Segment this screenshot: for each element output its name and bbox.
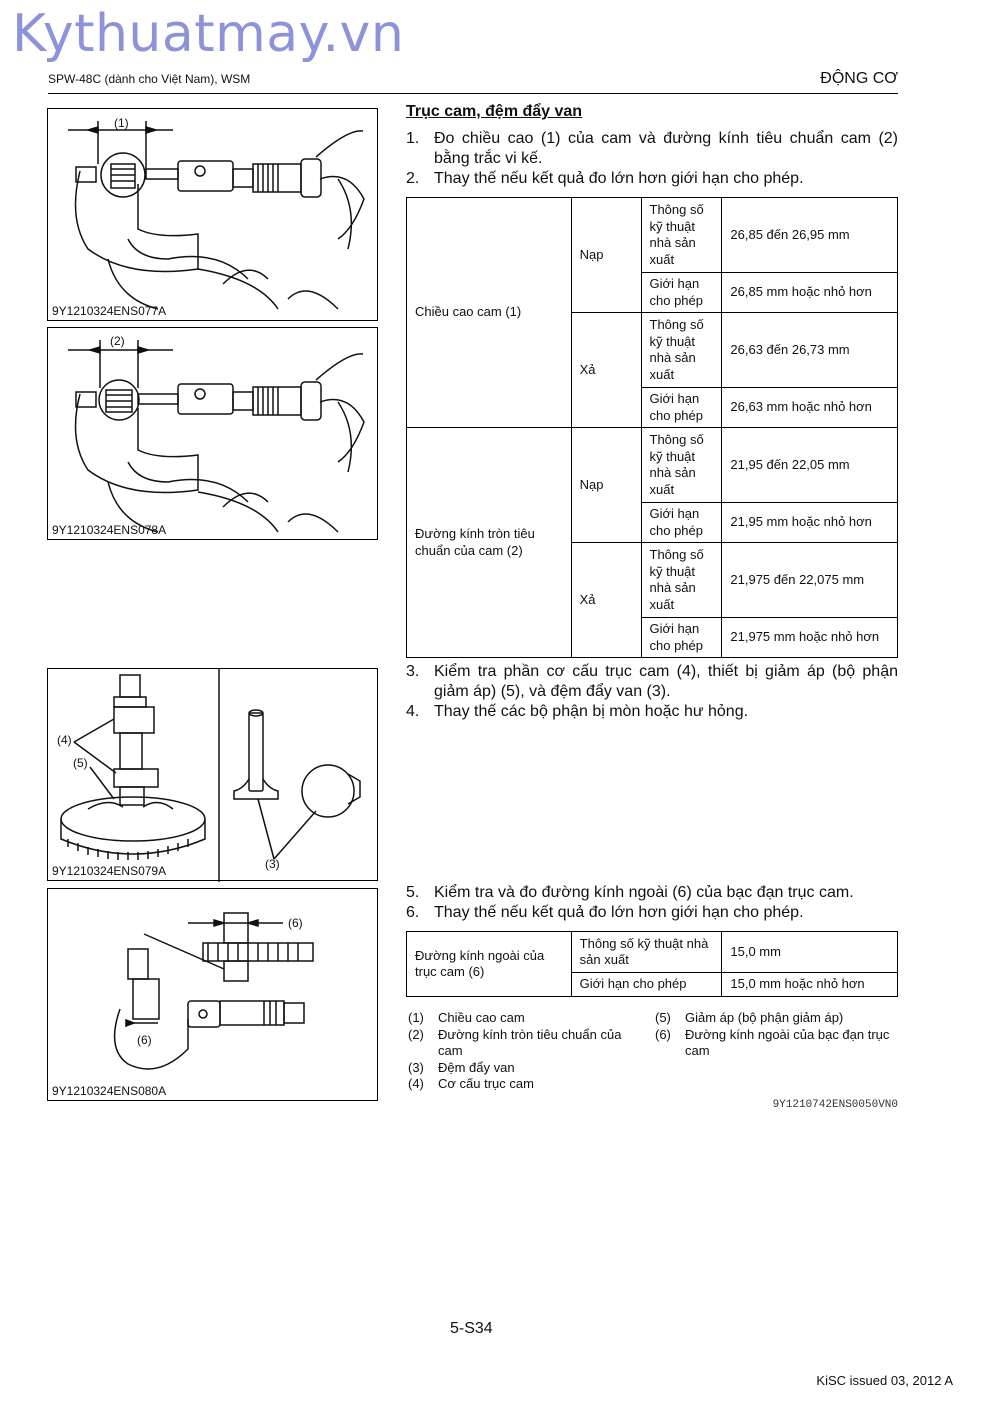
step-text: Thay thế nếu kết quả đo lớn hơn giới hạn cho phép. — [434, 904, 804, 921]
row-value: 21,95 đến 22,05 mm — [722, 428, 898, 503]
row-key: Giới hạn cho phép — [571, 973, 722, 997]
camshaft-tappet-illustration — [48, 669, 379, 882]
row-value: 15,0 mm hoặc nhỏ hơn — [722, 973, 898, 997]
group-name: Chiều cao cam (1) — [407, 198, 572, 428]
sub-name: Nạp — [571, 198, 641, 313]
step-item — [406, 129, 898, 169]
step-item — [406, 169, 898, 189]
row-value: 21,975 mm hoặc nhỏ hơn — [722, 618, 898, 658]
row-key: Thông số kỹ thuật nhà sản xuất — [571, 932, 722, 973]
legend-col-left — [408, 1010, 638, 1093]
row-key: Giới hạn cho phép — [641, 503, 722, 543]
legend-item — [408, 1027, 638, 1060]
sub-name: Xả — [571, 313, 641, 428]
figure-caption: 9Y1210324ENS078A — [52, 523, 167, 537]
watermark: Kythuatmay.vn — [12, 4, 405, 64]
step-text: Đo chiều cao (1) của cam và đường kính tiêu chuẩn cam (2) bằng trắc vi kế. — [434, 130, 898, 167]
row-key: Thông số kỹ thuật nhà sản xuất — [641, 543, 722, 618]
step-text: Thay thế nếu kết quả đo lớn hơn giới hạn cho phép. — [434, 170, 804, 187]
footer-issue: KiSC issued 03, 2012 A — [816, 1373, 953, 1388]
step-number: 1. — [406, 130, 420, 147]
header-model: SPW-48C (dành cho Việt Nam), WSM — [48, 72, 251, 86]
legend-item — [408, 1060, 638, 1077]
label-3: (3) — [265, 857, 280, 871]
label-1: (1) — [114, 116, 129, 130]
row-value: 26,63 đến 26,73 mm — [722, 313, 898, 388]
legend-text: Đường kính tròn tiêu chuẩn của cam — [438, 1026, 622, 1058]
row-value: 15,0 mm — [722, 932, 898, 973]
legend-item — [408, 1076, 638, 1093]
row-value: 21,975 đến 22,075 mm — [722, 543, 898, 618]
legend-item — [655, 1010, 898, 1027]
figure-caption: 9Y1210324ENS079A — [52, 864, 167, 878]
legend-text: Chiều cao cam — [438, 1010, 525, 1025]
section-title: Trục cam, đệm đẩy van — [406, 103, 583, 120]
step-text: Kiểm tra phần cơ cấu trục cam (4), thiết bị giảm áp (bộ phận giảm áp) (5), và đệm đẩy van (3). — [434, 663, 898, 700]
legend-col-right — [655, 1010, 898, 1060]
step-item — [406, 662, 898, 702]
spec-table-journal — [406, 931, 898, 997]
micrometer-cam-height-illustration — [48, 109, 379, 322]
figure-caption: 9Y1210324ENS080A — [52, 1084, 167, 1098]
row-value: 26,85 đến 26,95 mm — [722, 198, 898, 273]
step-number: 3. — [406, 663, 420, 680]
header-section: ĐỘNG CƠ — [820, 70, 898, 87]
legend-text: Đệm đẩy van — [438, 1059, 515, 1075]
legend-item — [655, 1027, 898, 1060]
legend-num: (2) — [408, 1026, 424, 1042]
legend-num: (3) — [408, 1059, 424, 1075]
label-6-top: (6) — [288, 916, 303, 930]
step-number: 4. — [406, 703, 420, 720]
legend-num: (5) — [655, 1010, 671, 1025]
group-name: Đường kính ngoài của trục cam (6) — [407, 932, 572, 997]
row-key: Thông số kỹ thuật nhà sản xuất — [641, 428, 722, 503]
sub-name: Xả — [571, 543, 641, 658]
step-item — [406, 883, 898, 903]
row-key: Giới hạn cho phép — [641, 273, 722, 313]
step-item — [406, 903, 898, 923]
spec-table-cam — [406, 197, 898, 658]
figure-journal-od — [47, 888, 378, 1101]
row-value: 26,63 mm hoặc nhỏ hơn — [722, 388, 898, 428]
micrometer-base-circle-illustration — [48, 328, 379, 541]
steps-list-b — [406, 662, 898, 722]
label-6-bottom: (6) — [137, 1033, 152, 1047]
label-5: (5) — [73, 756, 88, 770]
steps-list-a — [406, 129, 898, 189]
row-key: Giới hạn cho phép — [641, 388, 722, 428]
sub-name: Nạp — [571, 428, 641, 543]
legend-num: (6) — [655, 1026, 671, 1042]
figure-camshaft-tappet — [47, 668, 378, 881]
page-number: 5-S34 — [450, 1320, 493, 1337]
camshaft-journal-illustration — [48, 889, 379, 1102]
header-rule — [48, 93, 898, 94]
label-2: (2) — [110, 334, 125, 348]
figure-cam-height — [47, 108, 378, 321]
row-key: Giới hạn cho phép — [641, 618, 722, 658]
step-text: Thay thế các bộ phận bị mòn hoặc hư hỏng. — [434, 703, 749, 720]
row-key: Thông số kỹ thuật nhà sản xuất — [641, 198, 722, 273]
step-item — [406, 702, 898, 722]
figure-base-circle — [47, 327, 378, 540]
legend-item — [408, 1010, 638, 1027]
legend-num: (4) — [408, 1076, 424, 1091]
figure-caption: 9Y1210324ENS077A — [52, 304, 167, 318]
row-value: 21,95 mm hoặc nhỏ hơn — [722, 503, 898, 543]
document-code: 9Y1210742ENS0050VN0 — [772, 1099, 898, 1111]
legend-text: Cơ cấu trục cam — [438, 1076, 534, 1091]
legend-text: Giảm áp (bộ phận giảm áp) — [685, 1010, 844, 1025]
legend-num: (1) — [408, 1010, 424, 1025]
row-key: Thông số kỹ thuật nhà sản xuất — [641, 313, 722, 388]
step-text: Kiểm tra và đo đường kính ngoài (6) của bạc đạn trục cam. — [434, 884, 854, 901]
step-number: 5. — [406, 884, 420, 901]
group-name: Đường kính tròn tiêu chuẩn của cam (2) — [407, 428, 572, 658]
row-value: 26,85 mm hoặc nhỏ hơn — [722, 273, 898, 313]
label-4: (4) — [57, 733, 72, 747]
step-number: 2. — [406, 170, 420, 187]
legend-text: Đường kính ngoài của bạc đạn trục cam — [685, 1026, 890, 1058]
step-number: 6. — [406, 904, 420, 921]
steps-list-c — [406, 883, 898, 923]
